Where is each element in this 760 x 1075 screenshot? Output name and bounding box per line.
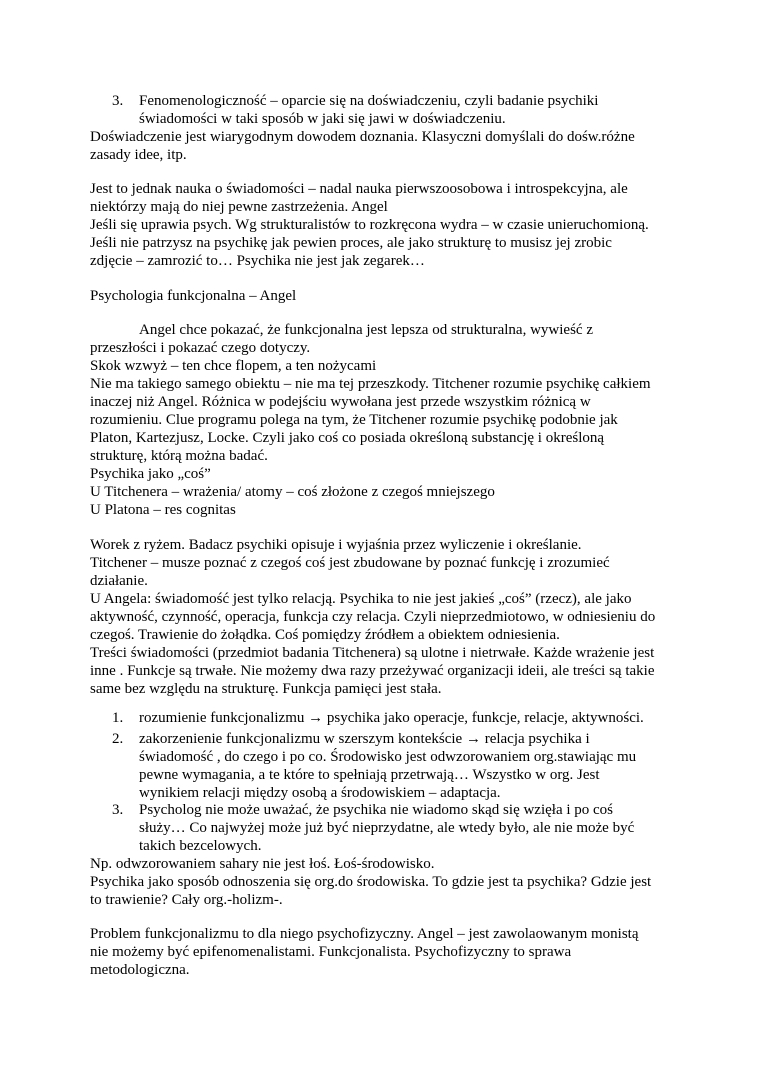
text-line: Angel chce pokazać, że funkcjonalna jest lepsza od strukturalna, wywieść z	[139, 322, 593, 338]
text-line: nie możemy być epifenomenalistami. Funkcjonalista. Psychofizyczny to sprawa	[90, 944, 572, 960]
text-line: takich bezcelowych.	[139, 838, 262, 854]
text-line: zasady idee, itp.	[90, 147, 187, 163]
list-number: 2.	[112, 731, 124, 747]
text-line: Psychika jako „coś”	[90, 466, 211, 482]
text-line: Psycholog nie może uważać, że psychika nie wiadomo skąd się wzięła i po coś	[139, 802, 614, 818]
text-line: strukturę, którą można badać.	[90, 448, 268, 464]
text-line: U Platona – res cognitas	[90, 502, 236, 518]
text-line: przeszłości i pokazać czego dotyczy.	[90, 340, 311, 356]
text-line: wynikiem relacji między osobą a środowiskiem – adaptacja.	[139, 785, 501, 801]
text-line: służy… Co najwyżej może już być nieprzydatne, ale wtedy było, ale nie może być	[139, 820, 635, 836]
section-heading: Psychologia funkcjonalna – Angel	[90, 288, 297, 304]
text-line: niektórzy mają do niej pewne zastrzeżenia. Angel	[90, 199, 388, 215]
text-line: Doświadczenie jest wiarygodnym dowodem doznania. Klasyczni domyślali do dośw.różne	[90, 129, 635, 145]
text-line: rozumienie funkcjonalizmu → psychika jako operacje, funkcje, relacje, aktywności.	[139, 710, 644, 726]
text-line: działanie.	[90, 573, 148, 589]
text-line: same bez względu na strukturę. Funkcja pamięci jest stała.	[90, 681, 442, 697]
text-line: czegoś. Trawienie do żołądka. Coś pomiędzy źródłem a obiektem odniesienia.	[90, 627, 560, 643]
text-line: Np. odwzorowaniem sahary nie jest łoś. Łoś-środowisko.	[90, 856, 435, 872]
list-number: 3.	[112, 93, 124, 109]
list-number: 1.	[112, 710, 124, 726]
text-line: Jeśli nie patrzysz na psychikę jak pewien proces, ale jako strukturę to musisz jej zrobic	[90, 235, 612, 251]
text-line: Worek z ryżem. Badacz psychiki opisuje i wyjaśnia przez wyliczenie i określanie.	[90, 537, 582, 553]
text-line: zakorzenienie funkcjonalizmu w szerszym kontekście → relacja psychika i	[139, 731, 590, 747]
text-line: świadomości w taki sposób w jaki się jawi w doświadczeniu.	[139, 111, 506, 127]
text-line: świadomość , do czego i po co. Środowisko jest odwzorowaniem org.stawiając mu	[139, 749, 637, 765]
text-line: Fenomenologiczność – oparcie się na doświadczeniu, czyli badanie psychiki	[139, 93, 599, 109]
text-line: inaczej niż Angel. Różnica w podejściu wywołana jest przede wszystkim różnicą w	[90, 394, 591, 410]
text-line: Platon, Kartezjusz, Locke. Czyli jako coś co posiada określoną substancję i określoną	[90, 430, 605, 446]
text-line: U Titchenera – wrażenia/ atomy – coś złożone z czegoś mniejszego	[90, 484, 495, 500]
text-line: Treści świadomości (przedmiot badania Titchenera) są ulotne i nietrwałe. Każde wrażenie jest	[90, 645, 655, 661]
text-line: zdjęcie – zamrozić to… Psychika nie jest jak zegarek…	[90, 253, 425, 269]
text-line: U Angela: świadomość jest tylko relacją. Psychika to nie jest jakieś „coś” (rzecz), ale jako	[90, 591, 632, 607]
text-line: metodologiczna.	[90, 962, 190, 978]
text-line: Problem funkcjonalizmu to dla niego psychofizyczny. Angel – jest zawolaowanym monistą	[90, 926, 639, 942]
text-line: aktywność, czynność, operacja, funkcja czy relacja. Czyli nieprzedmiotowo, w odniesieniu do	[90, 609, 656, 625]
text-line: Skok wzwyż – ten chce flopem, a ten nożycami	[90, 358, 377, 374]
text-line: to trawienie? Cały org.-holizm-.	[90, 892, 283, 908]
text-line: Titchener – musze poznać z czegoś coś jest zbudowane by poznać funkcję i zrozumieć	[90, 555, 610, 571]
text-line: Jeśli się uprawia psych. Wg strukturalistów to rozkręcona wydra – w czasie unieruchomioną.	[90, 217, 649, 233]
text-line: inne . Funkcje są trwałe. Nie możemy dwa razy przeżywać organizacji ideii, ale treści są takie	[90, 663, 655, 679]
text-line: pewne wymagania, a te które to spełniają przetrwają… Wszystko w org. Jest	[139, 767, 600, 783]
list-number: 3.	[112, 802, 124, 818]
text-line: Nie ma takiego samego obiektu – nie ma tej przeszkody. Titchener rozumie psychikę całkiem	[90, 376, 651, 392]
text-line: rozumieniu. Clue programu polega na tym, że Titchener rozumie psychikę podobnie jak	[90, 412, 618, 428]
text-line: Psychika jako sposób odnoszenia się org.do środowiska. To gdzie jest ta psychika? Gdzie jest	[90, 874, 652, 890]
text-line: Jest to jednak nauka o świadomości – nadal nauka pierwszoosobowa i introspekcyjna, ale	[90, 181, 628, 197]
